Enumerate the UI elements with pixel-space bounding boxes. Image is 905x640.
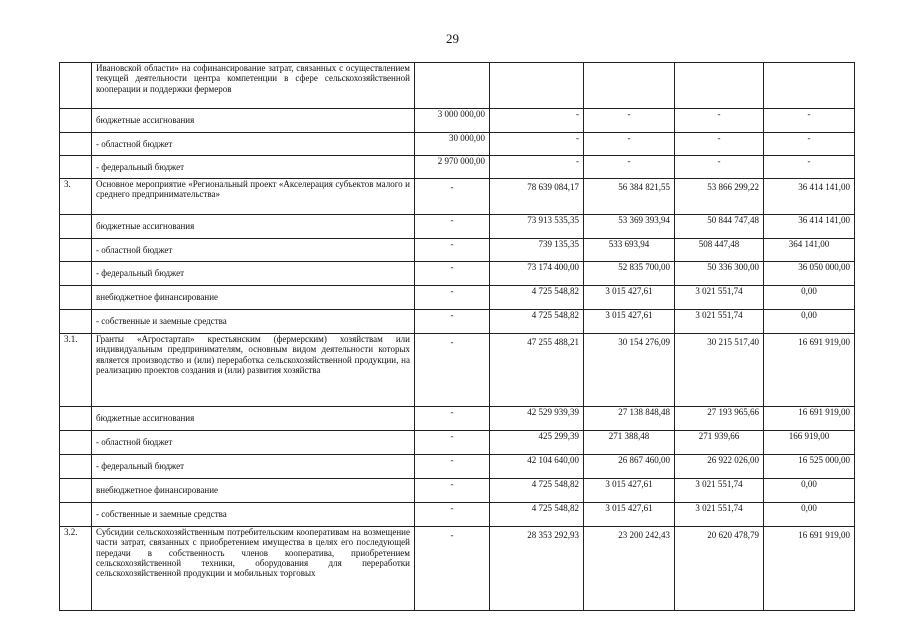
row-number: 3.2. — [60, 527, 92, 611]
value-cell: 23 200 242,43 — [584, 527, 675, 611]
value-cell: 739 135,35 — [490, 239, 584, 262]
value-cell: 3 021 551,74 — [675, 310, 764, 334]
value-cell: 0,00 — [764, 310, 855, 334]
row-number: 3.1. — [60, 334, 92, 407]
row-number — [60, 156, 92, 179]
budget-table — [59, 62, 855, 611]
row-description: бюджетные ассигнования — [92, 407, 415, 431]
value-cell — [584, 63, 675, 109]
row-description: - областной бюджет — [92, 239, 415, 262]
value-cell: 30 154 276,09 — [584, 334, 675, 407]
row-number — [60, 431, 92, 455]
value-cell: 36 414 141,00 — [764, 215, 855, 239]
value-cell: - — [584, 109, 675, 133]
value-cell: - — [490, 109, 584, 133]
row-description: бюджетные ассигнования — [92, 109, 415, 133]
value-cell: 36 414 141,00 — [764, 179, 855, 215]
value-cell: 36 050 000,00 — [764, 262, 855, 286]
row-number — [60, 63, 92, 109]
table-row — [60, 407, 855, 431]
row-number — [60, 133, 92, 156]
value-cell: 0,00 — [764, 286, 855, 310]
value-cell: 27 138 848,48 — [584, 407, 675, 431]
row-description: Гранты «Агростартап» крестьянским (фермерским) хозяйствам или индивидуальным предпринимателям, основным видом деятельности которых является производство и (или) переработка сельскохозяйственной продукции, на реализацию проектов создания и (или) развития хозяйства — [92, 334, 415, 407]
value-cell: 16 525 000,00 — [764, 455, 855, 479]
value-cell: - — [415, 179, 490, 215]
table-row — [60, 133, 855, 156]
row-description: - областной бюджет — [92, 133, 415, 156]
row-description: внебюджетное финансирование — [92, 479, 415, 503]
value-cell: 73 913 535,35 — [490, 215, 584, 239]
value-cell: 73 174 400,00 — [490, 262, 584, 286]
value-cell: 508 447,48 — [675, 239, 764, 262]
value-cell: 3 015 427,61 — [584, 479, 675, 503]
value-cell: - — [415, 455, 490, 479]
value-cell: 4 725 548,82 — [490, 310, 584, 334]
row-number — [60, 479, 92, 503]
value-cell: 3 015 427,61 — [584, 503, 675, 527]
row-number — [60, 262, 92, 286]
value-cell: 26 922 026,00 — [675, 455, 764, 479]
value-cell: 271 939,66 — [675, 431, 764, 455]
table-row — [60, 239, 855, 262]
value-cell: - — [415, 310, 490, 334]
row-number — [60, 310, 92, 334]
value-cell: 0,00 — [764, 503, 855, 527]
row-description: Ивановской области» на софинансирование затрат, связанных с осуществлением текущей деятельности центра компетенции в сфере сельскохозяйственной кооперации и поддержки фермеров — [92, 63, 415, 109]
value-cell: - — [415, 407, 490, 431]
value-cell: 16 691 919,00 — [764, 407, 855, 431]
value-cell: - — [490, 156, 584, 179]
table-row — [60, 527, 855, 611]
row-description: - собственные и заемные средства — [92, 503, 415, 527]
value-cell — [764, 63, 855, 109]
value-cell: - — [675, 133, 764, 156]
value-cell: 50 336 300,00 — [675, 262, 764, 286]
row-description: - федеральный бюджет — [92, 262, 415, 286]
table-row — [60, 503, 855, 527]
value-cell: - — [415, 215, 490, 239]
value-cell: 42 529 939,39 — [490, 407, 584, 431]
row-description: Основное мероприятие «Региональный проект «Акселерация субъектов малого и среднего предпринимательства» — [92, 179, 415, 215]
table-row — [60, 455, 855, 479]
value-cell: 3 000 000,00 — [415, 109, 490, 133]
value-cell: 50 844 747,48 — [675, 215, 764, 239]
value-cell: 3 021 551,74 — [675, 503, 764, 527]
value-cell: 3 021 551,74 — [675, 479, 764, 503]
row-description: - собственные и заемные средства — [92, 310, 415, 334]
row-number — [60, 407, 92, 431]
table-row — [60, 479, 855, 503]
value-cell: - — [415, 479, 490, 503]
table-row — [60, 431, 855, 455]
value-cell: 3 015 427,61 — [584, 286, 675, 310]
value-cell: 42 104 640,00 — [490, 455, 584, 479]
value-cell: 20 620 478,79 — [675, 527, 764, 611]
table-row — [60, 179, 855, 215]
row-number — [60, 503, 92, 527]
value-cell: 27 193 965,66 — [675, 407, 764, 431]
row-number — [60, 455, 92, 479]
value-cell: 26 867 460,00 — [584, 455, 675, 479]
value-cell: 47 255 488,21 — [490, 334, 584, 407]
row-number — [60, 215, 92, 239]
row-description: бюджетные ассигнования — [92, 215, 415, 239]
value-cell: 53 369 393,94 — [584, 215, 675, 239]
value-cell: 28 353 292,93 — [490, 527, 584, 611]
value-cell: - — [415, 262, 490, 286]
value-cell: 533 693,94 — [584, 239, 675, 262]
value-cell: - — [675, 109, 764, 133]
value-cell: 425 299,39 — [490, 431, 584, 455]
value-cell: 16 691 919,00 — [764, 527, 855, 611]
value-cell: 166 919,00 — [764, 431, 855, 455]
value-cell: - — [675, 156, 764, 179]
table-row — [60, 215, 855, 239]
value-cell: 3 015 427,61 — [584, 310, 675, 334]
value-cell: 271 388,48 — [584, 431, 675, 455]
value-cell: - — [415, 286, 490, 310]
value-cell — [415, 63, 490, 109]
table-row — [60, 310, 855, 334]
row-description: - федеральный бюджет — [92, 156, 415, 179]
value-cell: 52 835 700,00 — [584, 262, 675, 286]
value-cell: 4 725 548,82 — [490, 479, 584, 503]
value-cell: 3 021 551,74 — [675, 286, 764, 310]
value-cell: - — [415, 334, 490, 407]
value-cell: - — [764, 156, 855, 179]
row-number — [60, 109, 92, 133]
row-number — [60, 239, 92, 262]
value-cell: 0,00 — [764, 479, 855, 503]
table-row — [60, 262, 855, 286]
value-cell: - — [415, 503, 490, 527]
value-cell: - — [415, 239, 490, 262]
table-row — [60, 286, 855, 310]
row-description: - федеральный бюджет — [92, 455, 415, 479]
table-row — [60, 156, 855, 179]
table-row — [60, 109, 855, 133]
value-cell: 53 866 299,22 — [675, 179, 764, 215]
row-number: 3. — [60, 179, 92, 215]
value-cell: - — [764, 109, 855, 133]
value-cell: - — [415, 527, 490, 611]
value-cell: - — [584, 156, 675, 179]
value-cell: 30 000,00 — [415, 133, 490, 156]
value-cell: - — [490, 133, 584, 156]
value-cell: 30 215 517,40 — [675, 334, 764, 407]
value-cell: - — [764, 133, 855, 156]
value-cell: 78 639 084,17 — [490, 179, 584, 215]
value-cell: - — [584, 133, 675, 156]
value-cell: 4 725 548,82 — [490, 286, 584, 310]
row-number — [60, 286, 92, 310]
value-cell — [675, 63, 764, 109]
table-row — [60, 334, 855, 407]
value-cell: 364 141,00 — [764, 239, 855, 262]
row-description: - областной бюджет — [92, 431, 415, 455]
row-description: внебюджетное финансирование — [92, 286, 415, 310]
value-cell: 56 384 821,55 — [584, 179, 675, 215]
value-cell: 2 970 000,00 — [415, 156, 490, 179]
value-cell: 16 691 919,00 — [764, 334, 855, 407]
page-number: 29 — [446, 31, 459, 46]
value-cell: 4 725 548,82 — [490, 503, 584, 527]
value-cell: - — [415, 431, 490, 455]
table-row — [60, 63, 855, 109]
row-description: Субсидии сельскохозяйственным потребительским кооперативам на возмещение части затрат, связанных с приобретением имущества в целях его последующей передачи в собственность членов кооператива, приобретением сельскохозяйственной техники, оборудования для переработки сельскохозяйственной продукции и мобильных торговых — [92, 527, 415, 611]
value-cell — [490, 63, 584, 109]
